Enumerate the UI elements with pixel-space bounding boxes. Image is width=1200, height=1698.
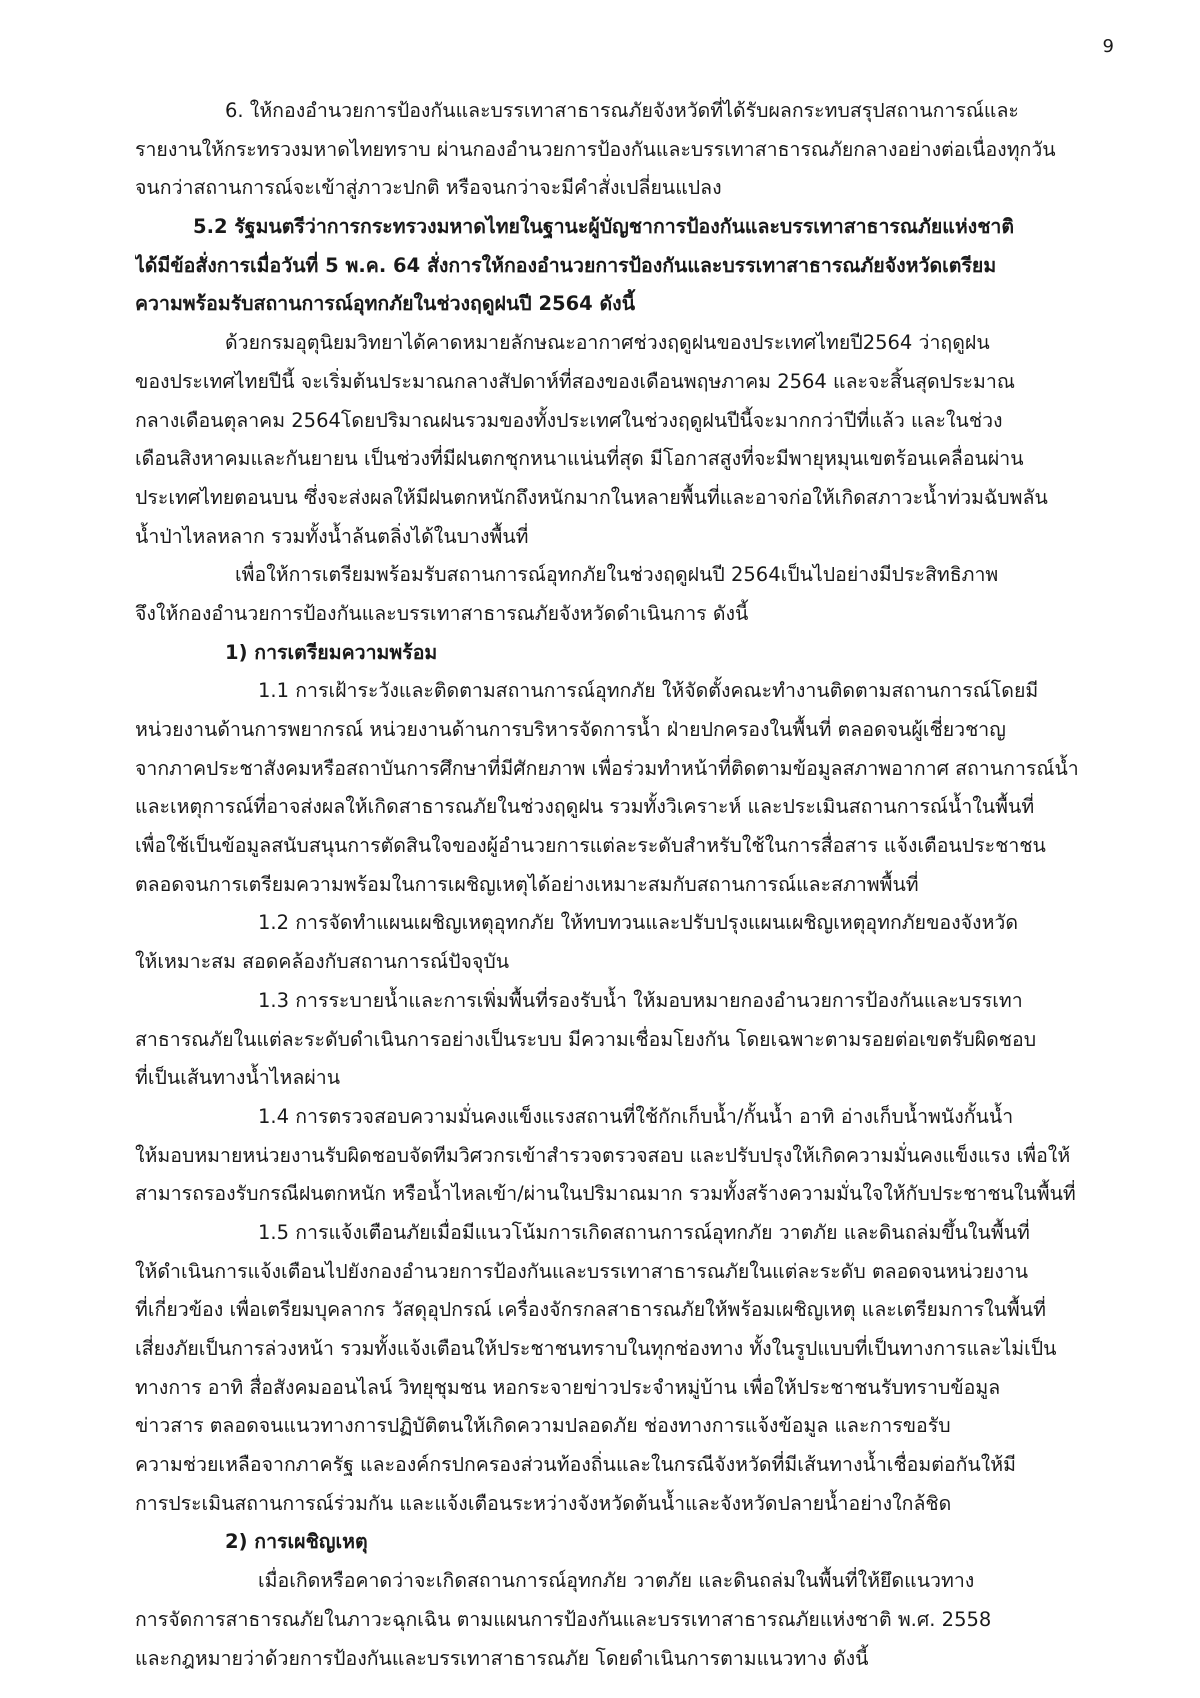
- document-body: [135, 92, 1115, 1678]
- text-line: ให้ดำเนินการแจ้งเตือนไปยังกองอำนวยการป้องกันและบรรเทาสาธารณภัยในแต่ละระดับ ตลอดจนหน่วยงาน: [135, 1259, 1029, 1283]
- text-line: และเหตุการณ์ที่อาจส่งผลให้เกิดสาธารณภัยในช่วงฤดูฝน รวมทั้งวิเคราะห์ และประเมินสถานการณ์น้ำในพื้นที่: [135, 795, 1035, 819]
- text-line: 6. ให้กองอำนวยการป้องกันและบรรเทาสาธารณภัยจังหวัดที่ได้รับผลกระทบสรุปสถานการณ์และ: [225, 99, 1019, 122]
- text-line: เดือนสิงหาคมและกันยายน เป็นช่วงที่มีฝนตกชุกหนาแน่นที่สุด มีโอกาสสูงที่จะมีพายุหมุนเขตร้อนเคลื่อนผ่าน: [135, 447, 1024, 471]
- paragraph-p12: [135, 904, 1115, 981]
- text-line: ให้มอบหมายหน่วยงานรับผิดชอบจัดทีมวิศวกรเข้าสำรวจตรวจสอบ และปรับปรุงให้เกิดความมั่นคงแข็งแรง เพื่อให้: [135, 1143, 1071, 1167]
- text-line: 1.4 การตรวจสอบความมั่นคงแข็งแรงสถานที่ใช้กักเก็บน้ำ/กั้นน้ำ อาทิ อ่างเก็บน้ำพนังกั้นน้ำ: [258, 1104, 1014, 1128]
- paragraph-p15: [135, 1214, 1115, 1524]
- heading-h1: [135, 634, 1115, 673]
- heading-h2: [135, 1523, 1115, 1562]
- text-line: เพื่อใช้เป็นข้อมูลสนับสนุนการตัดสินใจของผู้อำนวยการแต่ละระดับสำหรับใช้ในการสื่อสาร แจ้งเตือนประชาชน: [135, 834, 1046, 858]
- paragraph-p-prep: [135, 556, 1115, 633]
- paragraph-p11: [135, 672, 1115, 904]
- text-line: 1.5 การแจ้งเตือนภัยเมื่อมีแนวโน้มการเกิดสถานการณ์อุทกภัย วาตภัย และดินถล่มขึ้นในพื้นที่: [258, 1220, 1030, 1244]
- text-line: เมื่อเกิดหรือคาดว่าจะเกิดสถานการณ์อุทกภัย วาตภัย และดินถล่มในพื้นที่ให้ยึดแนวทาง: [258, 1569, 975, 1593]
- text-line: จึงให้กองอำนวยการป้องกันและบรรเทาสาธารณภัยจังหวัดดำเนินการ ดังนี้: [135, 601, 749, 625]
- text-line: และกฎหมายว่าด้วยการป้องกันและบรรเทาสาธารณภัย โดยดำเนินการตามแนวทาง ดังนี้: [135, 1646, 869, 1670]
- text-line: ด้วยกรมอุตุนิยมวิทยาได้คาดหมายลักษณะอากาศช่วงฤดูฝนของประเทศไทยปี2564 ว่าฤดูฝน: [225, 331, 990, 355]
- text-line: 1.3 การระบายน้ำและการเพิ่มพื้นที่รองรับน้ำ ให้มอบหมายกองอำนวยการป้องกันและบรรเทา: [258, 988, 1023, 1012]
- text-line: ที่เป็นเส้นทางน้ำไหลผ่าน: [135, 1066, 341, 1090]
- paragraph-p13: [135, 982, 1115, 1098]
- text-line: เสี่ยงภัยเป็นการล่วงหน้า รวมทั้งแจ้งเตือนให้ประชาชนทราบในทุกช่องทาง ทั้งในรูปแบบที่เป็นทางการและไม่เป็น: [135, 1337, 1057, 1360]
- text-line: ตลอดจนการเตรียมความพร้อมในการเผชิญเหตุได้อย่างเหมาะสมกับสถานการณ์และสภาพพื้นที่: [135, 872, 919, 896]
- text-line: เพื่อให้การเตรียมพร้อมรับสถานการณ์อุทกภัยในช่วงฤดูฝนปี 2564เป็นไปอย่างมีประสิทธิภาพ: [235, 563, 999, 587]
- text-line: ข่าวสาร ตลอดจนแนวทางการปฏิบัติตนให้เกิดความปลอดภัย ช่องทางการแจ้งข้อมูล และการขอรับ: [135, 1414, 951, 1438]
- text-line: ที่เกี่ยวข้อง เพื่อเตรียมบุคลากร วัสดุอุปกรณ์ เครื่องจักรกลสาธารณภัยให้พร้อมเผชิญเหตุ และเตรียมการในพื้นที่: [135, 1298, 1046, 1322]
- text-line: หน่วยงานด้านการพยากรณ์ หน่วยงานด้านการบริหารจัดการน้ำ ฝ่ายปกครองในพื้นที่ ตลอดจนผู้เชี่ยวชาญ: [135, 718, 1006, 741]
- paragraph-p-tmd: [135, 324, 1115, 556]
- text-line: ให้เหมาะสม สอดคล้องกับสถานการณ์ปัจจุบัน: [135, 950, 510, 974]
- text-line: 1) การเตรียมความพร้อม: [225, 640, 438, 664]
- text-line: การประเมินสถานการณ์ร่วมกัน และแจ้งเตือนระหว่างจังหวัดต้นน้ำและจังหวัดปลายน้ำอย่างใกล้ชิด: [135, 1491, 952, 1515]
- paragraph-p-response: [135, 1562, 1115, 1678]
- text-line: ความช่วยเหลือจากภาครัฐ และองค์กรปกครองส่วนท้องถิ่นและในกรณีจังหวัดที่มีเส้นทางน้ำเชื่อมต่อกันให้มี: [135, 1453, 1016, 1477]
- heading-p52: [135, 208, 1115, 324]
- text-line: กลางเดือนตุลาคม 2564โดยปริมาณฝนรวมของทั้งประเทศในช่วงฤดูฝนปีนี้จะมากกว่าปีที่แล้ว และในช่วง: [135, 408, 1003, 432]
- page-number: 9: [1102, 36, 1114, 57]
- text-line: 2) การเผชิญเหตุ: [225, 1530, 368, 1554]
- paragraph-p14: [135, 1098, 1115, 1214]
- text-line: ได้มีข้อสั่งการเมื่อวันที่ 5 พ.ค. 64 สั่งการให้กองอำนวยการป้องกันและบรรเทาสาธารณภัยจังหวัดเตรียม: [135, 253, 997, 277]
- text-line: ของประเทศไทยปีนี้ จะเริ่มต้นประมาณกลางสัปดาห์ที่สองของเดือนพฤษภาคม 2564 และจะสิ้นสุดประมาณ: [135, 369, 1015, 393]
- text-line: สามารถรองรับกรณีฝนตกหนัก หรือน้ำไหลเข้า/ผ่านในปริมาณมาก รวมทั้งสร้างความมั่นใจให้กับประชาชนในพื้นที่: [135, 1182, 1076, 1206]
- text-line: สาธารณภัยในแต่ละระดับดำเนินการอย่างเป็นระบบ มีความเชื่อมโยงกัน โดยเฉพาะตามรอยต่อเขตรับผิดชอบ: [135, 1027, 1037, 1051]
- text-line: 1.2 การจัดทำแผนเผชิญเหตุอุทกภัย ให้ทบทวนและปรับปรุงแผนเผชิญเหตุอุทกภัยของจังหวัด: [258, 911, 1019, 935]
- text-line: การจัดการสาธารณภัยในภาวะฉุกเฉิน ตามแผนการป้องกันและบรรเทาสาธารณภัยแห่งชาติ พ.ศ. 2558: [135, 1607, 992, 1631]
- text-line: ทางการ อาทิ สื่อสังคมออนไลน์ วิทยุชุมชน หอกระจายข่าวประจำหมู่บ้าน เพื่อให้ประชาชนรับทราบข้อมูล: [135, 1375, 1001, 1399]
- text-line: ประเทศไทยตอนบน ซึ่งจะส่งผลให้มีฝนตกหนักถึงหนักมากในหลายพื้นที่และอาจก่อให้เกิดสภาวะน้ำท่วมฉับพลัน: [135, 485, 1048, 509]
- text-line: จากภาคประชาสังคมหรือสถาบันการศึกษาที่มีศักยภาพ เพื่อร่วมทำหน้าที่ติดตามข้อมูลสภาพอากาศ สถานการณ์น้ำ: [135, 756, 1079, 780]
- paragraph-p6: [135, 92, 1115, 208]
- text-line: น้ำป่าไหลหลาก รวมทั้งน้ำล้นตลิ่งได้ในบางพื้นที่: [135, 524, 529, 548]
- text-line: 1.1 การเฝ้าระวังและติดตามสถานการณ์อุทกภัย ให้จัดตั้งคณะทำงานติดตามสถานการณ์โดยมี: [258, 679, 1039, 703]
- text-line: 5.2 รัฐมนตรีว่าการกระทรวงมหาดไทยในฐานะผู้บัญชาการป้องกันและบรรเทาสาธารณภัยแห่งชาติ: [193, 215, 1015, 239]
- text-line: ความพร้อมรับสถานการณ์อุทกภัยในช่วงฤดูฝนปี 2564 ดังนี้: [135, 292, 636, 316]
- text-line: รายงานให้กระทรวงมหาดไทยทราบ ผ่านกองอำนวยการป้องกันและบรรเทาสาธารณภัยกลางอย่างต่อเนื่องทุกวัน: [135, 137, 1056, 161]
- text-line: จนกว่าสถานการณ์จะเข้าสู่ภาวะปกติ หรือจนกว่าจะมีคำสั่งเปลี่ยนแปลง: [135, 176, 722, 200]
